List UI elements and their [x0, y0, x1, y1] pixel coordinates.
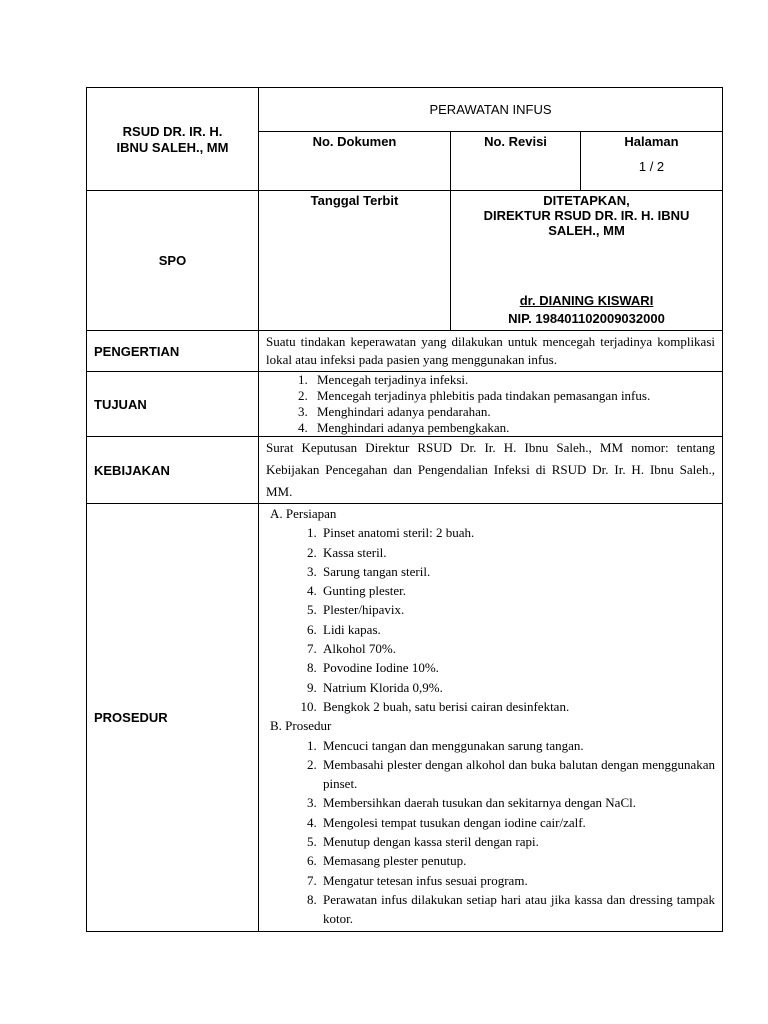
pengertian-text: Suatu tindakan keperawatan yang dilakukan untuk mencegah terjadinya komplikasi lokal atau infeksi pada pasien yang menggunakan infus.: [266, 334, 716, 367]
list-item: 8. Povodine Iodine 10%.: [320, 658, 715, 677]
tujuan-content-cell: [259, 372, 723, 437]
list-item: 8. Perawatan infus dilakukan setiap hari atau jika kassa dan dressing tampak kotor.: [320, 890, 715, 929]
list-item: 4. Mengolesi tempat tusukan dengan iodine cair/zalf.: [320, 813, 715, 832]
persiapan-list: [266, 523, 715, 716]
kebijakan-content-cell: [259, 437, 723, 504]
list-item: 6. Memasang plester penutup.: [320, 851, 715, 870]
list-item: 9. Natrium Klorida 0,9%.: [320, 678, 715, 697]
hospital-name-line2: IBNU SALEH., MM: [116, 140, 229, 155]
document-title-cell: [259, 88, 723, 132]
ditetapkan-line3: SALEH., MM: [548, 223, 625, 238]
tanggal-terbit-cell: [259, 191, 451, 331]
no-revisi-label: No. Revisi: [484, 134, 547, 149]
list-item: 1. Mencuci tangan dan menggunakan sarung tangan.: [320, 736, 715, 755]
kebijakan-label-cell: [87, 437, 259, 504]
spo-label: SPO: [158, 253, 187, 268]
list-item: 1. Mencegah terjadinya infeksi.: [311, 372, 714, 388]
list-item: 5. Menutup dengan kassa steril dengan rapi.: [320, 832, 715, 851]
list-item: 4. Menghindari adanya pembengkakan.: [311, 420, 714, 436]
prosedur-label: PROSEDUR: [94, 709, 168, 725]
hospital-name-cell: [87, 88, 259, 191]
list-item: 2. Mencegah terjadinya phlebitis pada tindakan pemasangan infus.: [311, 388, 714, 404]
list-item: 1. Pinset anatomi steril: 2 buah.: [320, 523, 715, 542]
list-item: 3. Sarung tangan steril.: [320, 562, 715, 581]
list-item: 3. Membersihkan daerah tusukan dan sekitarnya dengan NaCl.: [320, 793, 715, 812]
signer-name: dr. DIANING KISWARI: [519, 293, 654, 308]
no-dokumen-cell: [259, 132, 451, 191]
ditetapkan-cell: [451, 191, 723, 331]
halaman-label: Halaman: [624, 134, 679, 149]
list-item: 7. Alkohol 70%.: [320, 639, 715, 658]
list-item: 2. Membasahi plester dengan alkohol dan buka balutan dengan menggunakan pinset.: [320, 755, 715, 794]
no-revisi-cell: [451, 132, 581, 191]
prosedur-label-cell: [87, 504, 259, 932]
tujuan-label: TUJUAN: [94, 396, 147, 412]
prosedur-content-cell: [259, 504, 723, 932]
ditetapkan-line1: DITETAPKAN,: [543, 193, 630, 208]
halaman-cell: [581, 132, 723, 191]
no-dokumen-label: No. Dokumen: [312, 134, 397, 149]
list-item: 3. Menghindari adanya pendarahan.: [311, 404, 714, 420]
prosedur-content: [259, 504, 722, 931]
kebijakan-text: Surat Keputusan Direktur RSUD Dr. Ir. H. Ibnu Saleh., MM nomor: tentang Kebijakan Pencegahan dan Pengendalian Infeksi di RSUD Dr. Ir. H. Ibnu Saleh., MM.: [266, 440, 716, 499]
prosedur-list: [266, 736, 715, 929]
list-item: 2. Kassa steril.: [320, 543, 715, 562]
ditetapkan-line2: DIREKTUR RSUD DR. IR. H. IBNU: [483, 208, 690, 223]
list-item: 7. Mengatur tetesan infus sesuai program.: [320, 871, 715, 890]
prosedur-title: B. Prosedur: [270, 718, 332, 734]
signer-nip: NIP. 198401102009032000: [508, 311, 665, 326]
kebijakan-label: KEBIJAKAN: [94, 462, 170, 478]
persiapan-title: A. Persiapan: [270, 506, 337, 521]
list-item: 4. Gunting plester.: [320, 581, 715, 600]
tujuan-label-cell: [87, 372, 259, 437]
pengertian-label: PENGERTIAN: [94, 343, 180, 359]
halaman-value: 1 / 2: [638, 159, 665, 174]
tanggal-terbit-label: Tanggal Terbit: [310, 193, 399, 208]
spo-table: [86, 87, 723, 932]
hospital-name-line1: RSUD DR. IR. H.: [122, 124, 223, 139]
pengertian-content-cell: [259, 331, 723, 372]
pengertian-label-cell: [87, 331, 259, 372]
signature-block: [451, 292, 722, 328]
list-item: 10. Bengkok 2 buah, satu berisi cairan desinfektan.: [320, 697, 715, 716]
list-item: 5. Plester/hipavix.: [320, 600, 715, 619]
tujuan-list: [259, 372, 722, 436]
document-title: PERAWATAN INFUS: [429, 102, 552, 117]
spo-label-cell: [87, 191, 259, 331]
list-item: 6. Lidi kapas.: [320, 620, 715, 639]
